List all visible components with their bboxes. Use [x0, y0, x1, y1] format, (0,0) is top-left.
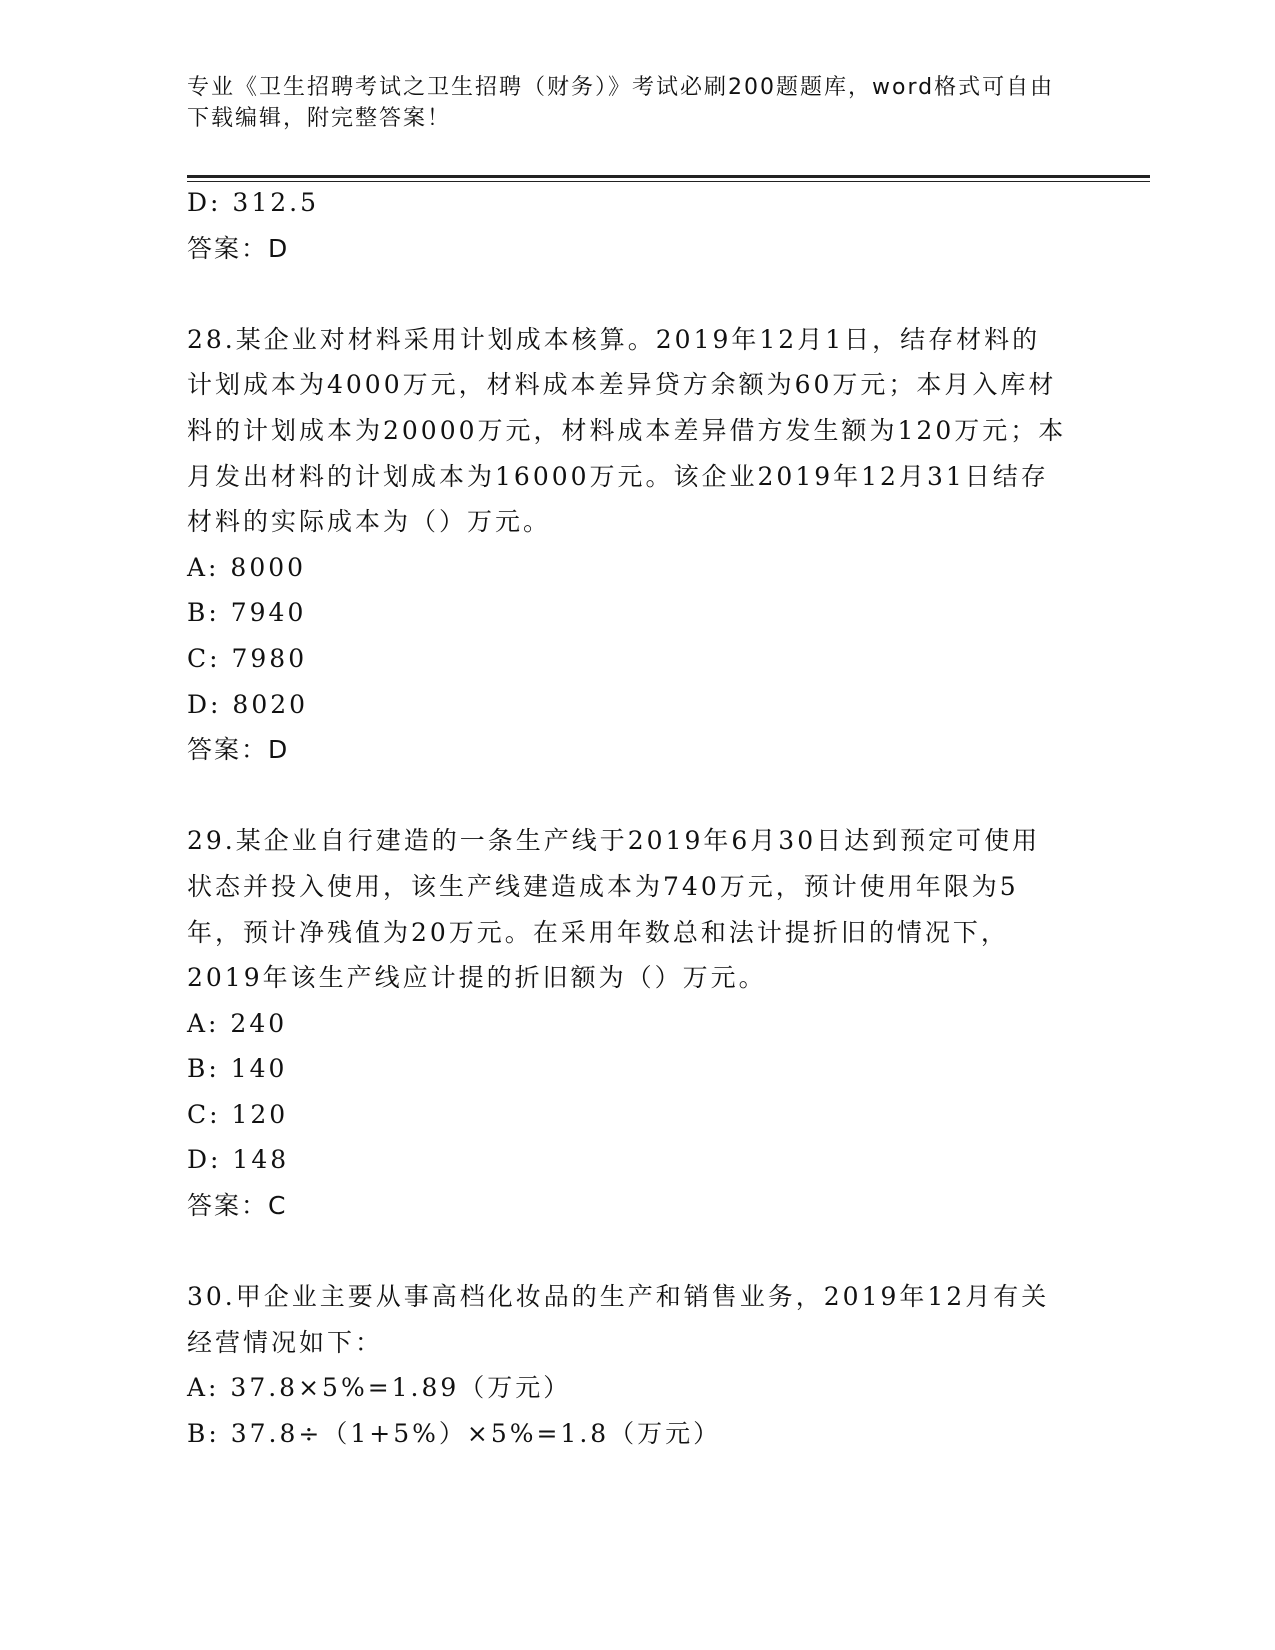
question-text: 28.某企业对材料采用计划成本核算。2019年12月1日，结存材料的计划成本为4000万元，材料成本差异贷方余额为60万元；本月入库材料的计划成本为20000万元，材料成本差异借方发生额为120万元；本月发出材料的计划成本为16000万元。该企业2019年12月31日结存材料的实际成本为（）万元。	[187, 324, 1067, 537]
prev-option-d: D: 312.5	[187, 188, 319, 217]
page-header: 专业《卫生招聘考试之卫生招聘（财务）》考试必刷200题题库，word格式可自由下载编辑，附完整答案！	[187, 75, 1055, 131]
header-rule-thick	[187, 175, 1150, 178]
option-b: B: 7940	[187, 598, 307, 628]
question-29	[187, 818, 1067, 1228]
option-a: A: 8000	[187, 552, 307, 582]
answer: 答案：C	[187, 1191, 288, 1221]
question-text: 29.某企业自行建造的一条生产线于2019年6月30日达到预定可使用状态并投入使用，该生产线建造成本为740万元，预计使用年限为5年，预计净残值为20万元。在采用年数总和法计提折旧的情况下，2019年该生产线应计提的折旧额为（）万元。	[187, 826, 1041, 993]
document-body	[187, 180, 1067, 1457]
option-d: D: 8020	[187, 689, 309, 719]
option-a: A: 37.8×5%=1.89（万元）	[187, 1373, 572, 1403]
option-b: B: 140	[187, 1054, 288, 1084]
question-30	[187, 1274, 1067, 1456]
option-b: B: 37.8÷（1+5%）×5%=1.8（万元）	[187, 1419, 722, 1449]
question-28	[187, 317, 1067, 773]
spacer	[187, 1229, 1067, 1275]
prev-answer: 答案：D	[187, 233, 290, 263]
option-a: A: 240	[187, 1008, 288, 1038]
question-text: 30.甲企业主要从事高档化妆品的生产和销售业务，2019年12月有关经营情况如下：	[187, 1282, 1050, 1357]
option-c: C: 7980	[187, 643, 308, 673]
answer: 答案：D	[187, 735, 290, 765]
option-d: D: 148	[187, 1145, 290, 1175]
spacer	[187, 271, 1067, 317]
option-c: C: 120	[187, 1099, 289, 1129]
spacer	[187, 773, 1067, 819]
